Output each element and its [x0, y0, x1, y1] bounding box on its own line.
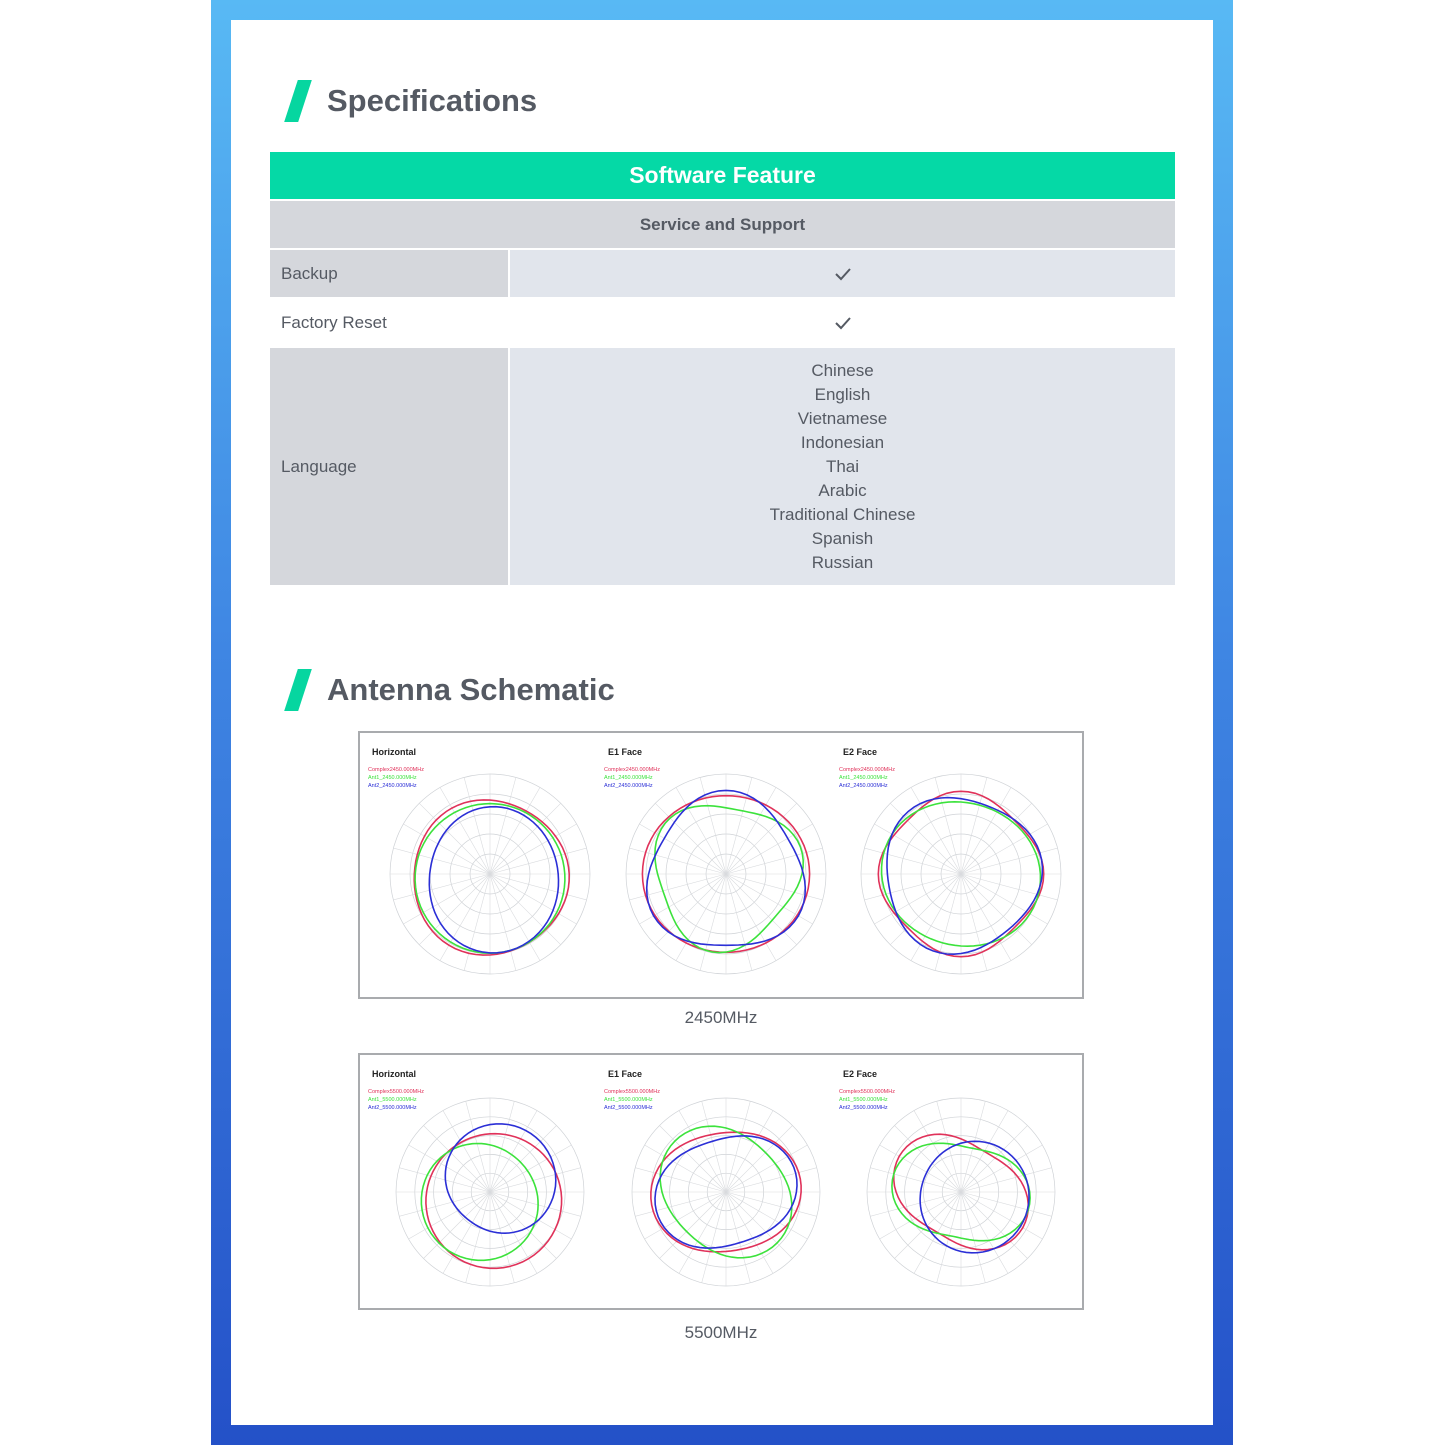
grid-spoke: [890, 803, 961, 874]
grid-spoke: [464, 874, 490, 971]
polar-panel: [368, 747, 590, 974]
grid-spoke: [393, 848, 490, 874]
grid-spoke: [466, 1101, 490, 1192]
grid-spoke: [490, 1192, 581, 1216]
grid-spoke: [726, 1192, 793, 1259]
grid-spoke: [490, 874, 561, 945]
row-value-language: [510, 348, 1175, 585]
legend-entry: Ant2_2450.000MHz: [604, 783, 653, 789]
legend-entry: Ant2_5500.000MHz: [368, 1105, 417, 1111]
grid-spoke: [961, 1192, 1008, 1273]
polar-panel: [839, 1069, 1055, 1286]
grid-spoke: [870, 1192, 961, 1216]
grid-spoke: [726, 874, 752, 971]
grid-spoke: [726, 803, 797, 874]
language-item: Spanish: [811, 528, 874, 548]
plot-caption-2450: 2450MHz: [684, 1008, 758, 1027]
grid-spoke: [911, 787, 961, 874]
grid-spoke: [490, 777, 516, 874]
grid-spoke: [961, 803, 1032, 874]
grid-spoke: [490, 1111, 537, 1192]
legend-entry: Ant2_5500.000MHz: [839, 1105, 888, 1111]
grid-spoke: [424, 1192, 491, 1259]
row-label-factory-reset: Factory Reset: [281, 312, 387, 332]
grid-spoke: [961, 1168, 1052, 1192]
language-item: Thai: [825, 456, 860, 476]
legend-entry: Complex5500.000MHz: [604, 1089, 660, 1095]
grid-spoke: [914, 1111, 961, 1192]
grid-spoke: [961, 1126, 1028, 1193]
language-item: Chinese: [811, 360, 874, 380]
radiation-pattern-2450: [358, 731, 1084, 999]
table-row: [270, 250, 1175, 297]
grid-spoke: [490, 874, 540, 961]
grid-spoke: [726, 787, 776, 874]
check-icon: [833, 264, 853, 284]
pattern-curve: [920, 1141, 1029, 1253]
antenna-heading: [285, 668, 615, 712]
spec-table: [270, 152, 1175, 585]
grid-spoke: [443, 1192, 490, 1273]
row-value-backup: [510, 250, 1175, 297]
grid-spoke: [700, 874, 726, 971]
row-label-backup: Backup: [270, 250, 508, 297]
grid-spoke: [726, 1168, 817, 1192]
polar-panel: [604, 747, 826, 974]
grid-spoke: [961, 874, 1011, 961]
antenna-title: Antenna Schematic: [327, 672, 615, 707]
panel-title: E2 Face: [843, 747, 878, 757]
grid-spoke: [679, 1192, 726, 1273]
grid-spoke: [961, 1192, 985, 1283]
panel-title: Horizontal: [372, 747, 416, 757]
grid-spoke: [635, 1192, 726, 1216]
grid-spoke: [639, 874, 726, 924]
grid-spoke: [440, 874, 490, 961]
check-icon: [833, 313, 853, 333]
language-item: Russian: [811, 552, 874, 572]
polar-plot-svg: [360, 733, 1082, 997]
radiation-pattern-5500: [358, 1053, 1084, 1310]
panel-title: E2 Face: [843, 1069, 878, 1079]
grid-spoke: [726, 1192, 817, 1216]
table-row: [270, 348, 1175, 585]
grid-spoke: [635, 1168, 726, 1192]
legend-entry: Ant2_2450.000MHz: [839, 783, 888, 789]
grid-spoke: [655, 803, 726, 874]
legend-entry: Ant1_2450.000MHz: [368, 775, 417, 781]
table-subheader: Service and Support: [270, 201, 1175, 248]
grid-spoke: [961, 1145, 1042, 1192]
language-item: English: [814, 384, 871, 404]
grid-spoke: [911, 874, 961, 961]
legend-entry: Complex5500.000MHz: [368, 1089, 424, 1095]
polar-panel: [839, 747, 1061, 974]
polar-plot-svg: [360, 1055, 1082, 1308]
grid-spoke: [676, 787, 726, 874]
grid-spoke: [490, 874, 577, 924]
grid-spoke: [726, 1101, 750, 1192]
grid-spoke: [490, 874, 516, 971]
grid-spoke: [937, 1101, 961, 1192]
panel-title: Horizontal: [372, 1069, 416, 1079]
legend-entry: Complex2450.000MHz: [368, 767, 424, 773]
legend-entry: Ant2_2450.000MHz: [368, 783, 417, 789]
grid-spoke: [702, 1101, 726, 1192]
legend-entry: Ant2_5500.000MHz: [604, 1105, 653, 1111]
grid-spoke: [726, 824, 813, 874]
grid-spoke: [393, 874, 490, 900]
grid-spoke: [645, 1192, 726, 1239]
legend-entry: Complex5500.000MHz: [839, 1089, 895, 1095]
polar-panel: [604, 1069, 820, 1286]
grid-spoke: [490, 874, 587, 900]
grid-spoke: [961, 874, 1032, 945]
language-item: Traditional Chinese: [769, 504, 916, 524]
grid-spoke: [490, 1192, 514, 1283]
legend-entry: Ant1_2450.000MHz: [839, 775, 888, 781]
grid-spoke: [639, 824, 726, 874]
grid-spoke: [660, 1126, 727, 1193]
row-value-factory-reset: [510, 299, 1175, 346]
panel-title: E1 Face: [608, 747, 643, 757]
language-item: Indonesian: [800, 432, 885, 452]
specifications-title: Specifications: [327, 83, 538, 118]
legend-entry: Ant1_5500.000MHz: [839, 1097, 888, 1103]
plot-caption-5500: 5500MHz: [684, 1323, 758, 1342]
grid-spoke: [961, 1192, 1052, 1216]
legend-entry: Complex2450.000MHz: [839, 767, 895, 773]
grid-spoke: [726, 1111, 773, 1192]
legend-entry: Ant1_5500.000MHz: [368, 1097, 417, 1103]
grid-spoke: [399, 1192, 490, 1216]
slash-accent-icon: [284, 80, 312, 122]
pattern-curve: [429, 807, 558, 953]
grid-spoke: [490, 848, 587, 874]
grid-spoke: [490, 803, 561, 874]
row-label-language: Language: [270, 348, 508, 585]
grid-spoke: [726, 1192, 750, 1283]
panel-title: E1 Face: [608, 1069, 643, 1079]
grid-spoke: [419, 803, 490, 874]
polar-panel: [368, 1069, 584, 1286]
grid-spoke: [702, 1192, 726, 1283]
legend-entry: Ant1_5500.000MHz: [604, 1097, 653, 1103]
grid-spoke: [726, 1145, 807, 1192]
grid-spoke: [464, 777, 490, 874]
legend-entry: Ant1_2450.000MHz: [604, 775, 653, 781]
language-item: Vietnamese: [797, 408, 888, 428]
table-header: Software Feature: [270, 152, 1175, 199]
table-row: [270, 299, 1175, 346]
grid-spoke: [726, 874, 797, 945]
grid-spoke: [870, 1168, 961, 1192]
slash-accent-icon: [284, 669, 312, 711]
grid-spoke: [890, 874, 961, 945]
grid-spoke: [655, 874, 726, 945]
language-list: [770, 349, 916, 585]
grid-spoke: [466, 1192, 490, 1283]
specifications-heading: [285, 79, 537, 123]
grid-spoke: [490, 1192, 557, 1259]
legend-entry: Complex2450.000MHz: [604, 767, 660, 773]
language-item: Arabic: [818, 480, 867, 500]
grid-spoke: [726, 874, 776, 961]
